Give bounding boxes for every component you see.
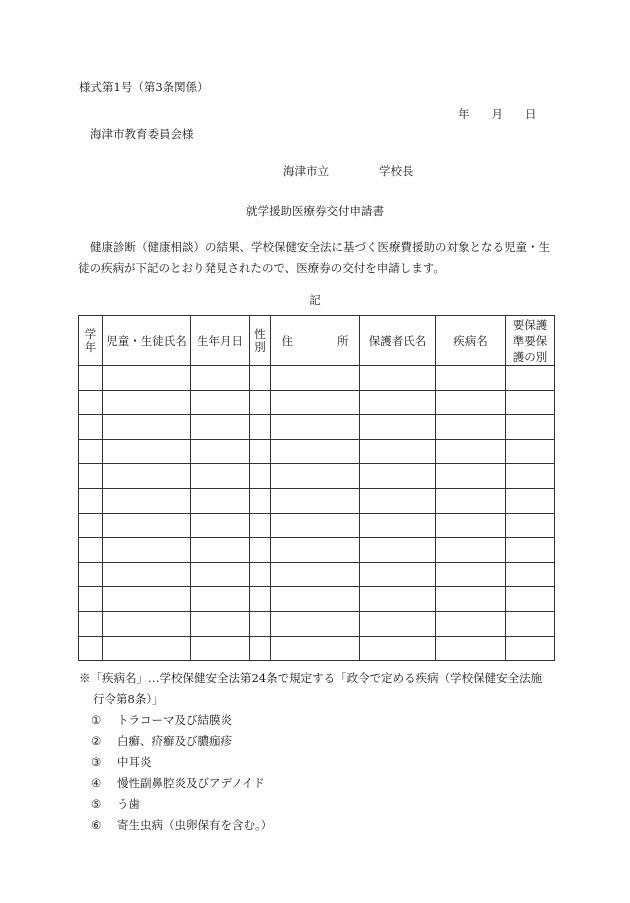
table-cell[interactable] [250,611,271,636]
header-guardian-name: 保護者氏名 [360,316,436,366]
table-cell[interactable] [103,366,191,391]
table-cell[interactable] [79,513,103,538]
table-cell[interactable] [271,488,360,513]
table-cell[interactable] [506,366,555,391]
table-cell[interactable] [506,390,555,415]
table-row [79,636,555,661]
table-cell[interactable] [436,366,506,391]
table-cell[interactable] [250,636,271,661]
table-cell[interactable] [103,488,191,513]
table-row [79,390,555,415]
table-cell[interactable] [103,538,191,563]
note-item-number: ① [91,713,102,727]
table-cell[interactable] [506,538,555,563]
table-cell[interactable] [271,636,360,661]
table-row [79,415,555,440]
note-item [79,731,559,752]
table-cell[interactable] [79,415,103,440]
note-item-text: 白癬、疥癬及び膿痂疹 [117,734,232,748]
header-birthdate: 生年月日 [191,316,250,366]
table-cell[interactable] [271,562,360,587]
header-address-part2: 所 [337,333,349,348]
header-welfare-line1: 要保護 [512,317,548,332]
table-cell[interactable] [79,439,103,464]
table-cell[interactable] [506,636,555,661]
school-line [283,163,414,179]
table-cell[interactable] [191,538,250,563]
table-cell[interactable] [271,415,360,440]
table-cell[interactable] [103,587,191,612]
table-cell[interactable] [506,488,555,513]
table-cell[interactable] [271,611,360,636]
table-cell[interactable] [103,636,191,661]
table-cell[interactable] [436,562,506,587]
table-cell[interactable] [506,439,555,464]
table-header-row [79,316,555,366]
table-cell[interactable] [79,636,103,661]
table-cell[interactable] [436,488,506,513]
table-cell[interactable] [436,464,506,489]
note-item-number: ⑤ [91,797,102,811]
header-student-name: 児童・生徒氏名 [103,316,191,366]
header-sex-line2: 別 [254,339,266,354]
table-cell[interactable] [79,562,103,587]
table-cell[interactable] [79,366,103,391]
table-cell[interactable] [271,513,360,538]
table-cell[interactable] [250,390,271,415]
notes-list [79,710,559,836]
header-address-part1: 住 [281,333,293,348]
table-cell[interactable] [360,587,436,612]
table-cell[interactable] [79,488,103,513]
note-item-number: ② [91,734,102,748]
table-cell[interactable] [271,390,360,415]
header-grade [79,316,103,366]
school-city-label: 海津市立 [283,164,329,178]
table-cell[interactable] [79,611,103,636]
table-cell[interactable] [191,464,250,489]
table-cell[interactable] [191,390,250,415]
table-row [79,611,555,636]
table-row [79,366,555,391]
header-welfare-line2: 準要保 [512,333,548,348]
table-cell[interactable] [506,611,555,636]
table-cell[interactable] [360,611,436,636]
table-cell[interactable] [79,390,103,415]
table-row [79,513,555,538]
table-cell[interactable] [250,488,271,513]
header-welfare-line3: 護の別 [512,349,548,364]
table-cell[interactable] [436,439,506,464]
table-cell[interactable] [191,439,250,464]
table-cell[interactable] [191,611,250,636]
header-disease-name: 疾病名 [436,316,506,366]
table-cell[interactable] [271,464,360,489]
table-cell[interactable] [250,562,271,587]
note-item-number: ④ [91,776,102,790]
table-row [79,464,555,489]
table-cell[interactable] [103,464,191,489]
table-cell[interactable] [360,636,436,661]
table-cell[interactable] [436,587,506,612]
notes-line1: ※「疾病名」…学校保健安全法第24条で規定する「政令で定める疾病（学校保健安全法施 [79,671,543,685]
notes-section [79,668,559,836]
table-cell[interactable] [103,439,191,464]
table-cell[interactable] [436,390,506,415]
table-cell[interactable] [436,611,506,636]
table-cell[interactable] [436,636,506,661]
table-cell[interactable] [360,488,436,513]
table-cell[interactable] [103,562,191,587]
table-cell[interactable] [360,562,436,587]
table-cell[interactable] [506,464,555,489]
note-item-text: 中耳炎 [117,755,152,769]
table-cell[interactable] [250,513,271,538]
table-cell[interactable] [360,464,436,489]
table-cell[interactable] [103,513,191,538]
table-cell[interactable] [436,513,506,538]
header-grade-line2: 年 [84,339,97,354]
form-number: 様式第1号（第3条関係） [79,80,209,94]
table-cell[interactable] [103,415,191,440]
note-item-number: ③ [91,755,102,769]
table-cell[interactable] [250,464,271,489]
table-cell[interactable] [436,538,506,563]
note-item [79,752,559,773]
table-cell[interactable] [360,366,436,391]
table-cell[interactable] [191,513,250,538]
note-item [79,710,559,731]
note-item [79,773,559,794]
table-cell[interactable] [191,636,250,661]
table-cell[interactable] [506,415,555,440]
header-welfare-type [506,316,555,366]
table-cell[interactable] [506,562,555,587]
note-item [79,794,559,815]
table-cell[interactable] [191,562,250,587]
table-cell[interactable] [271,587,360,612]
table-cell[interactable] [250,439,271,464]
table-cell[interactable] [79,587,103,612]
note-item-text: 寄生虫病（虫卵保有を含む。） [117,818,273,832]
header-sex-line1: 性 [254,326,266,341]
table-cell[interactable] [360,415,436,440]
application-table [78,315,555,661]
table-cell[interactable] [103,611,191,636]
table-cell[interactable] [436,415,506,440]
note-item [79,815,559,836]
table-row [79,587,555,612]
note-item-number: ⑥ [91,818,102,832]
date-line [458,106,537,122]
header-grade-line1: 学 [84,326,97,341]
table-cell[interactable] [506,587,555,612]
table-cell[interactable] [271,538,360,563]
note-item-text: う歯 [117,797,140,811]
table-row [79,538,555,563]
notes-line2: 行令第8条）」 [93,692,164,706]
table-cell[interactable] [360,439,436,464]
date-month-label: 月 [491,107,503,121]
table-row [79,488,555,513]
table-cell[interactable] [79,464,103,489]
table-cell[interactable] [360,538,436,563]
table-cell[interactable] [191,415,250,440]
body-paragraph: 健康診断（健康相談）の結果、学校保健安全法に基づく医療費援助の対象となる児童・生徒の疾病が下記のとおり発見されたので、医療券の交付を申請します。 [78,240,550,275]
date-year-label: 年 [458,107,470,121]
table-cell[interactable] [79,538,103,563]
date-day-label: 日 [525,107,537,121]
table-cell[interactable] [191,587,250,612]
table-cell[interactable] [250,587,271,612]
note-item-text: 慢性副鼻腔炎及びアデノイド [117,776,265,790]
table-cell[interactable] [360,390,436,415]
table-row [79,439,555,464]
table-row [79,562,555,587]
table-cell[interactable] [271,366,360,391]
ki-heading: 記 [309,293,321,307]
table-cell[interactable] [191,488,250,513]
table-cell[interactable] [250,415,271,440]
table-cell[interactable] [360,513,436,538]
table-cell[interactable] [506,513,555,538]
document-title: 就学援助医療券交付申請書 [246,204,384,218]
table-body [79,366,555,661]
header-sex [250,316,271,366]
table-cell[interactable] [250,538,271,563]
header-address [271,316,360,366]
table-cell[interactable] [103,390,191,415]
school-principal-label: 学校長 [379,164,414,178]
table-cell[interactable] [191,366,250,391]
table-cell[interactable] [271,439,360,464]
note-item-text: トラコーマ及び結膜炎 [117,713,232,727]
table-cell[interactable] [250,366,271,391]
addressee: 海津市教育委員会様 [90,127,194,141]
